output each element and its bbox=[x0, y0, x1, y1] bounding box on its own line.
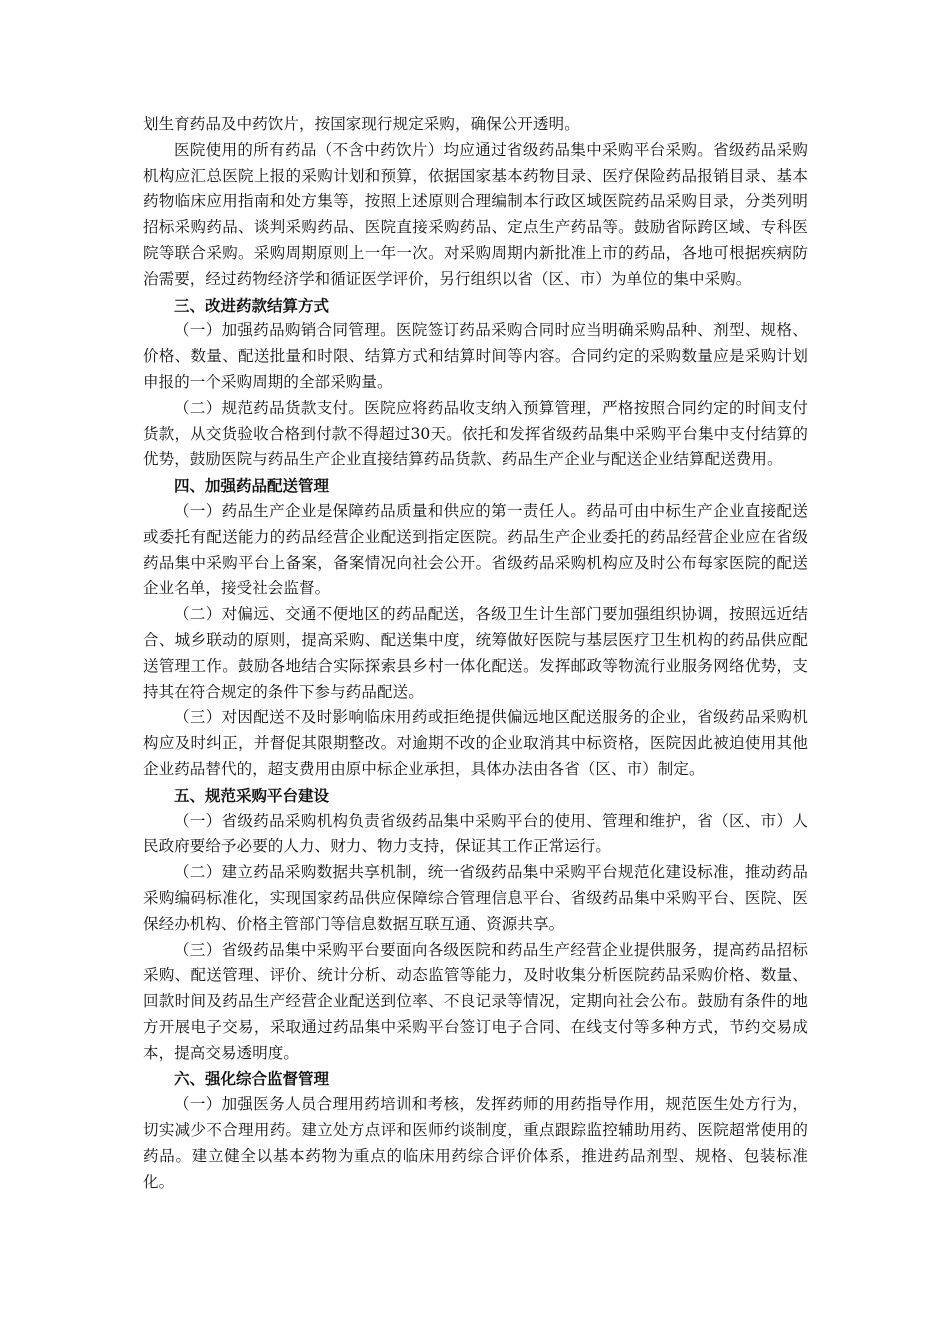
paragraph: （一）加强医务人员合理用药培训和考核，发挥药师的用药指导作用，规范医生处方行为，切实减少不合理用药。建立处方点评和医师约谈制度，重点跟踪监控辅助用药、医院超常使用的药品。建立健全以基本药物为重点的临床用药综合评价体系，推进药品剂型、规格、包装标准化。 bbox=[143, 1095, 808, 1191]
paragraph: （一）省级药品采购机构负责省级药品集中采购平台的使用、管理和维护，省（区、市）人民政府要给予必要的人力、财力、物力支持，保证其工作正常运行。 bbox=[143, 811, 808, 856]
section-heading: 四、加强药品配送管理 bbox=[174, 476, 330, 496]
section-heading: 五、规范采购平台建设 bbox=[174, 785, 330, 805]
paragraph: （二）对偏远、交通不便地区的药品配送，各级卫生计生部门要加强组织协调，按照远近结合、城乡联动的原则，提高采购、配送集中度，统筹做好医院与基层医疗卫生机构的药品供应配送管理工作。鼓励各地结合实际探索县乡村一体化配送。发挥邮政等物流行业服务网络优势，支持其在符合规定的条件下参与药品配送。 bbox=[143, 605, 808, 701]
paragraph: （三）省级药品集中采购平台要面向各级医院和药品生产经营企业提供服务，提高药品招标采购、配送管理、评价、统计分析、动态监管等能力，及时收集分析医院药品采购价格、数量、回款时间及药品生产经营企业配送到位率、不良记录等情况，定期向社会公布。鼓励有条件的地方开展电子交易，采取通过药品集中采购平台签订电子合同、在线支付等多种方式，节约交易成本，提高交易透明度。 bbox=[143, 940, 808, 1062]
section-heading: 六、强化综合监督管理 bbox=[174, 1069, 330, 1089]
paragraph-continuation: 划生育药品及中药饮片，按国家现行规定采购，确保公开透明。 bbox=[143, 115, 580, 133]
document-body bbox=[143, 112, 808, 1195]
paragraph: 医院使用的所有药品（不含中药饮片）均应通过省级药品集中采购平台采购。省级药品采购机构应汇总医院上报的采购计划和预算，依据国家基本药物目录、医疗保险药品报销目录、基本药物临床应用指南和处方集等，按照上述原则合理编制本行政区域医院药品采购目录，分类列明招标采购药品、谈判采购药品、医院直接采购药品、定点生产药品等。鼓励省际跨区域、专科医院等联合采购。采购周期原则上一年一次。对采购周期内新批准上市的药品，各地可根据疾病防治需要，经过药物经济学和循证医学评价，另行组织以省（区、市）为单位的集中采购。 bbox=[143, 140, 808, 288]
paragraph: （二）建立药品采购数据共享机制，统一省级药品集中采购平台规范化建设标准，推动药品采购编码标准化，实现国家药品供应保障综合管理信息平台、省级药品集中采购平台、医院、医保经办机构、价格主管部门等信息数据互联互通、资源共享。 bbox=[143, 863, 808, 933]
paragraph: （一）加强药品购销合同管理。医院签订药品采购合同时应当明确采购品种、剂型、规格、价格、数量、配送批量和时限、结算方式和结算时间等内容。合同约定的采购数量应是采购计划申报的一个采购周期的全部采购量。 bbox=[143, 321, 808, 391]
paragraph: （三）对因配送不及时影响临床用药或拒绝提供偏远地区配送服务的企业，省级药品采购机构应及时纠正，并督促其限期整改。对逾期不改的企业取消其中标资格，医院因此被迫使用其他企业药品替代的，超支费用由原中标企业承担，具体办法由各省（区、市）制定。 bbox=[143, 708, 808, 778]
paragraph: （一）药品生产企业是保障药品质量和供应的第一责任人。药品可由中标生产企业直接配送或委托有配送能力的药品经营企业配送到指定医院。药品生产企业委托的药品经营企业应在省级药品集中采购平台上备案，备案情况向社会公开。省级药品采购机构应及时公布每家医院的配送企业名单，接受社会监督。 bbox=[143, 501, 808, 598]
section-heading: 三、改进药款结算方式 bbox=[174, 295, 330, 315]
paragraph: （二）规范药品货款支付。医院应将药品收支纳入预算管理，严格按照合同约定的时间支付货款，从交货验收合格到付款不得超过30天。依托和发挥省级药品集中采购平台集中支付结算的优势，鼓励医院与药品生产企业直接结算药品货款、药品生产企业与配送企业结算配送费用。 bbox=[143, 398, 808, 469]
